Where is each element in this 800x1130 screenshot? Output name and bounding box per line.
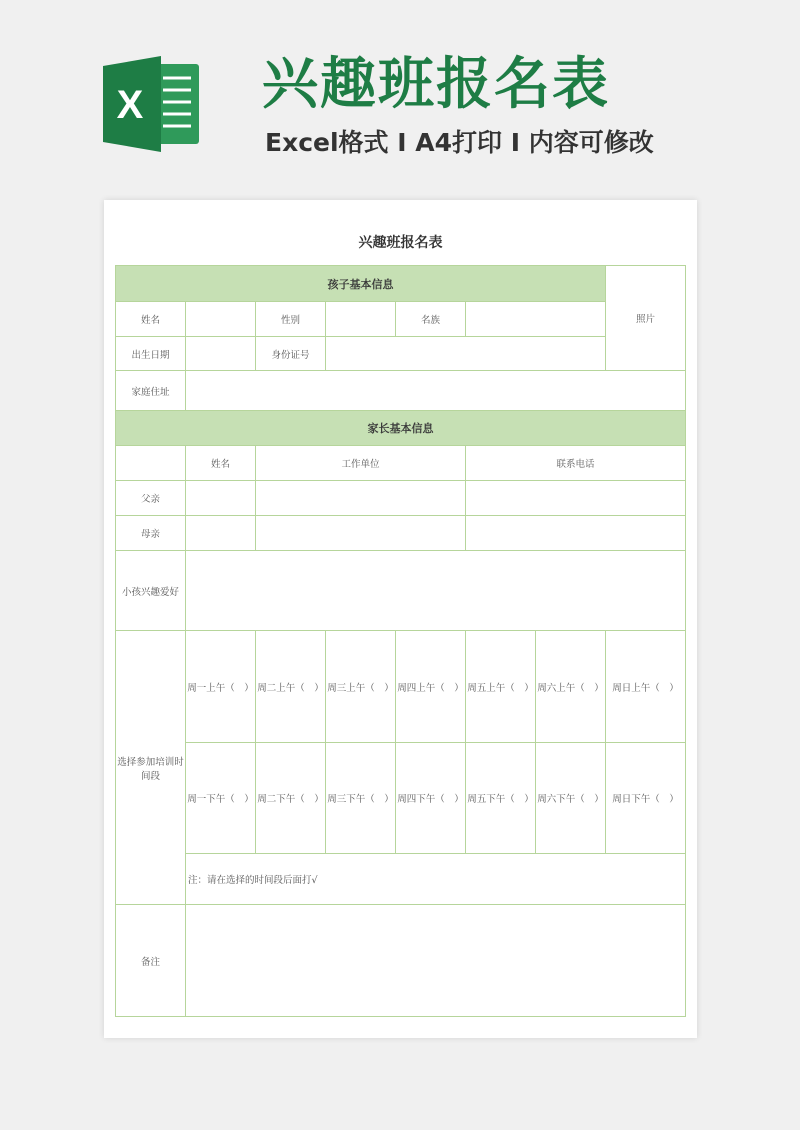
morning-slot[interactable]: 周五上午（ ）: [466, 631, 536, 743]
gender-field[interactable]: [326, 302, 396, 337]
hobby-field[interactable]: [186, 551, 686, 631]
parent-section-header: 家长基本信息: [116, 411, 686, 446]
ethnicity-field[interactable]: [466, 302, 606, 337]
morning-slot[interactable]: 周六上午（ ）: [536, 631, 606, 743]
child-section-header: 孩子基本信息: [116, 266, 606, 302]
morning-slot[interactable]: 周日上午（ ）: [606, 631, 686, 743]
father-work-field[interactable]: [256, 481, 466, 516]
birthdate-label: 出生日期: [116, 337, 186, 371]
afternoon-slot[interactable]: 周四下午（ ）: [396, 743, 466, 854]
period-note: 注：请在选择的时间段后面打√: [186, 854, 686, 905]
birthdate-field[interactable]: [186, 337, 256, 371]
work-unit-header: 工作单位: [256, 446, 466, 481]
parent-corner-cell: [116, 446, 186, 481]
banner-title: 兴趣班报名表: [262, 52, 610, 117]
mother-name-field[interactable]: [186, 516, 256, 551]
mother-label: 母亲: [116, 516, 186, 551]
svg-text:X: X: [116, 83, 144, 127]
father-label: 父亲: [116, 481, 186, 516]
father-name-field[interactable]: [186, 481, 256, 516]
excel-logo-icon: [103, 56, 203, 152]
hobby-label: 小孩兴趣爱好: [116, 551, 186, 631]
remarks-field[interactable]: [186, 905, 686, 1017]
afternoon-slot[interactable]: 周一下午（ ）: [186, 743, 256, 854]
period-label: 选择参加培训时间段: [116, 631, 186, 905]
afternoon-slot[interactable]: 周三下午（ ）: [326, 743, 396, 854]
gender-label: 性别: [256, 302, 326, 337]
photo-cell[interactable]: 照片: [606, 266, 686, 371]
morning-slot[interactable]: 周二上午（ ）: [256, 631, 326, 743]
banner-subtitle: Excel格式 I A4打印 I 内容可修改: [265, 128, 654, 157]
father-phone-field[interactable]: [466, 481, 686, 516]
afternoon-slot[interactable]: 周五下午（ ）: [466, 743, 536, 854]
ethnicity-label: 名族: [396, 302, 466, 337]
address-field[interactable]: [186, 371, 686, 411]
id-number-field[interactable]: [326, 337, 606, 371]
morning-slot[interactable]: 周一上午（ ）: [186, 631, 256, 743]
phone-header: 联系电话: [466, 446, 686, 481]
parent-name-header: 姓名: [186, 446, 256, 481]
morning-slot[interactable]: 周四上午（ ）: [396, 631, 466, 743]
mother-phone-field[interactable]: [466, 516, 686, 551]
form-sheet: [104, 200, 697, 1038]
banner: [0, 0, 800, 200]
address-label: 家庭住址: [116, 371, 186, 411]
afternoon-slot[interactable]: 周二下午（ ）: [256, 743, 326, 854]
form-title: 兴趣班报名表: [358, 235, 443, 251]
id-number-label: 身份证号: [256, 337, 326, 371]
afternoon-slot[interactable]: 周日下午（ ）: [606, 743, 686, 854]
child-name-label: 姓名: [116, 302, 186, 337]
child-name-field[interactable]: [186, 302, 256, 337]
afternoon-slot[interactable]: 周六下午（ ）: [536, 743, 606, 854]
remarks-label: 备注: [116, 905, 186, 1017]
mother-work-field[interactable]: [256, 516, 466, 551]
morning-slot[interactable]: 周三上午（ ）: [326, 631, 396, 743]
registration-table: [115, 265, 686, 1017]
